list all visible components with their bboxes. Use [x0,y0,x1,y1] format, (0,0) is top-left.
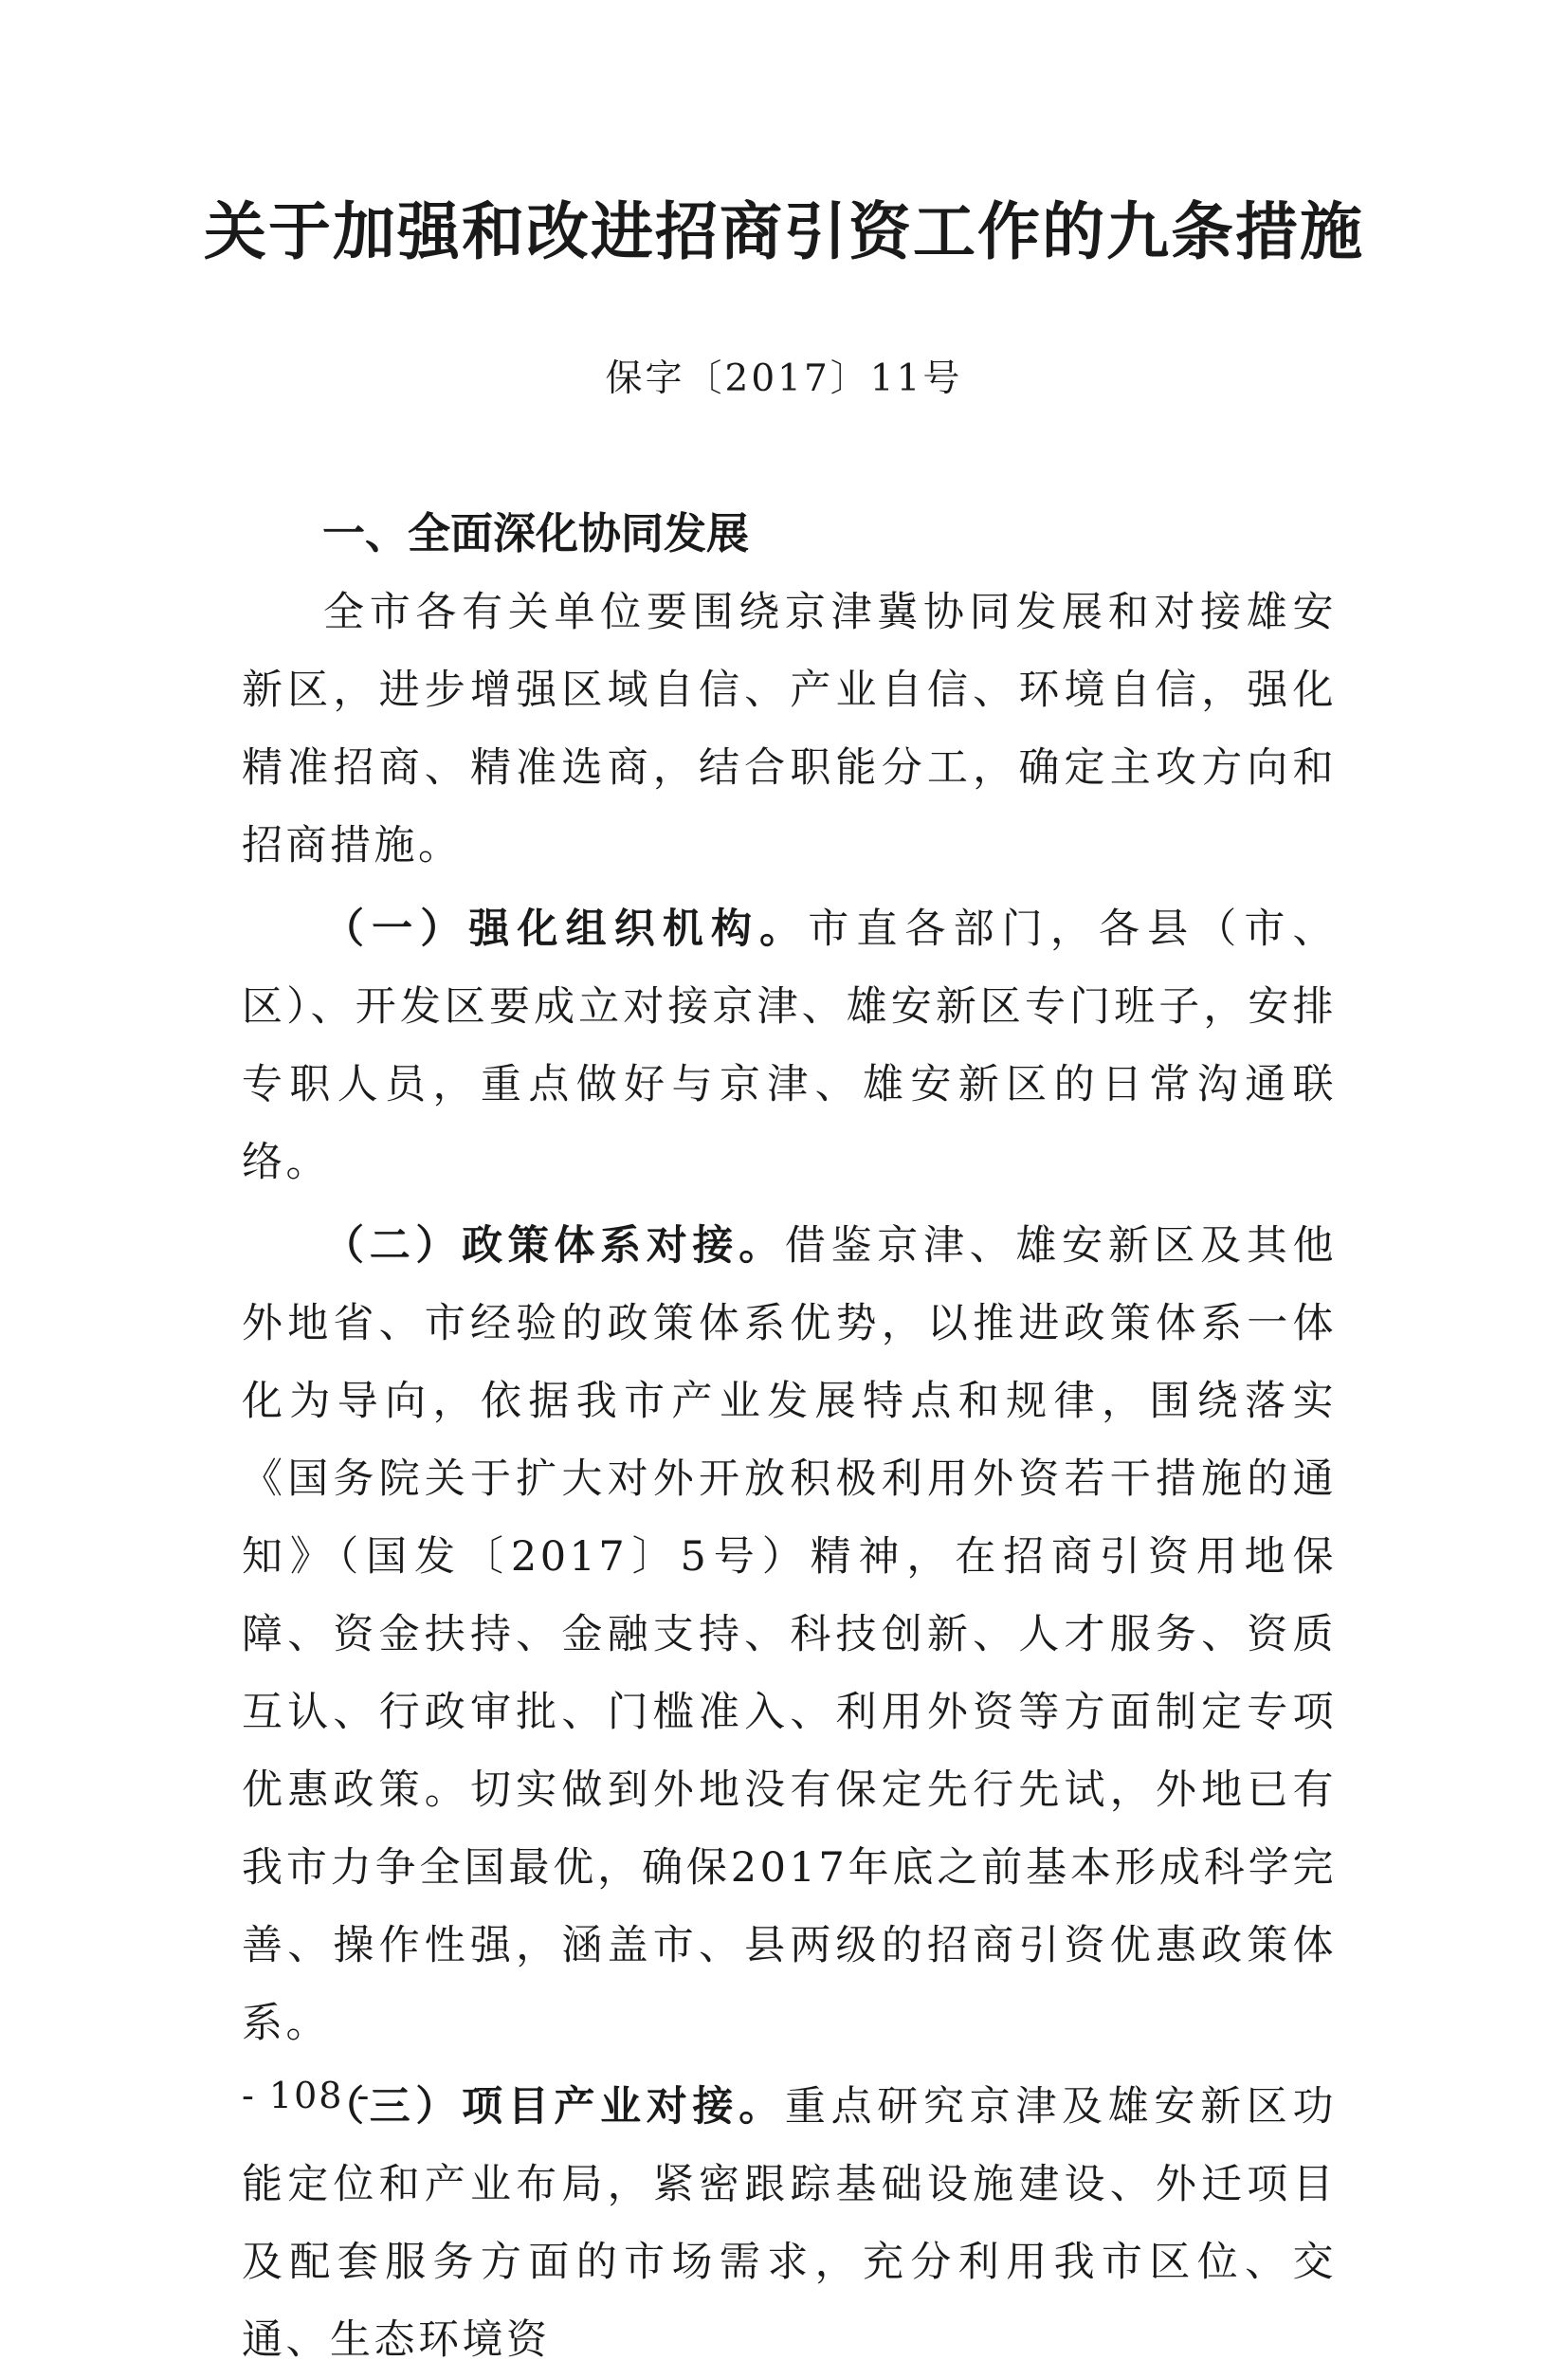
item-lead-2: （二）政策体系对接。 [323,1222,785,1270]
document-body [242,574,1337,2379]
item-lead-3: （三）项目产业对接。 [323,2083,785,2131]
item-lead-1: （一）强化组织机构。 [323,906,809,953]
item-text-1: 市直各部门，各县（市、区）、开发区要成立对接京津、雄安新区专门班子，安排专职人员，重点做好与京津、雄安新区的日常沟通联络。 [242,906,1337,1186]
document-title: 关于加强和改进招商引资工作的九条措施 [204,195,1364,268]
item-text-3: 重点研究京津及雄安新区功能定位和产业布局，紧密跟踪基础设施建设、外迁项目及配套服务方面的市场需求，充分利用我市区位、交通、生态环境资 [242,2083,1338,2364]
page-number: - 108 - [242,2075,372,2116]
item-paragraph-2 [242,1207,1337,2062]
item-text-2: 借鉴京津、雄安新区及其他外地省、市经验的政策体系优势，以推进政策体系一体化为导向，依据我市产业发展特点和规律，围绕落实《国务院关于扩大对外开放积极利用外资若干措施的通知》（国发〔2017〕5号）精神，在招商引资用地保障、资金扶持、金融支持、科技创新、人才服务、资质互认、行政审批、门槛准入、利用外资等方面制定专项优惠政策。切实做到外地没有保定先行先试，外地已有我市力争全国最优，确保2017年底之前基本形成科学完善、操作性强，涵盖市、县两级的招商引资优惠政策体系。 [242,1222,1338,2047]
section-heading: 一、全面深化协同发展 [322,508,750,558]
item-paragraph-1 [242,890,1337,1201]
section-intro-paragraph: 全市各有关单位要围绕京津冀协同发展和对接雄安新区，进步增强区域自信、产业自信、环境自信，强化精准招商、精准选商，结合职能分工，确定主攻方向和招商措施。 [242,589,1337,869]
document-number: 保字〔2017〕11号 [605,357,963,400]
item-paragraph-3 [242,2068,1337,2379]
